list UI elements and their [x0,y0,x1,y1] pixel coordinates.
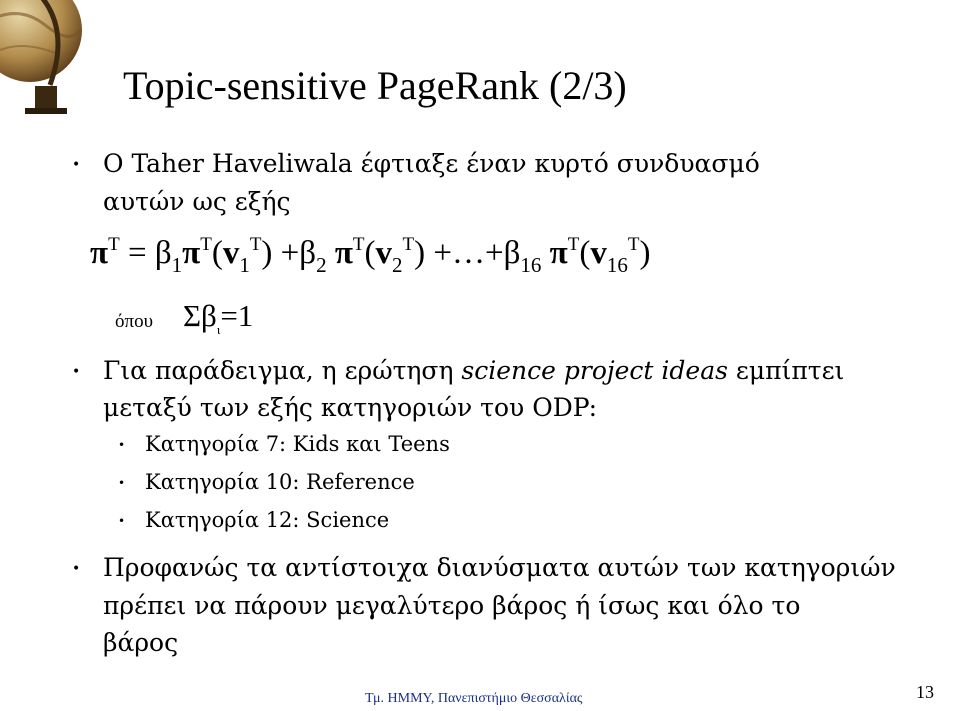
example-query: science project ideas [461,356,728,385]
bullet-1-line-2: αυτών ως εξής [103,187,291,216]
bullet-2-line-2: μεταξύ των εξής κατηγοριών του ODP: [103,393,598,422]
formula-paren: ( [211,235,223,271]
formula-paren: ) [261,235,273,271]
formula-sub: 16 [606,253,628,277]
bullet-1-line-1: Ο Taher Haveliwala έφτιαξε έναν κυρτό συνδυασμό [103,149,760,178]
formula-sub: 16 [520,253,542,277]
formula-pi: π [182,235,201,271]
sum-sigma-beta: Σβ [183,298,217,333]
sum-eq-one: =1 [220,298,254,333]
bullet-dot: • [72,364,81,380]
sub-bullet-item: Κατηγορία 10: Reference [145,470,415,494]
sub-bullet-dot: • [118,514,126,528]
bullet-3-line-2: πρέπει να πάρουν μεγαλύτερο βάρος ή ίσως και όλο το [103,591,801,620]
formula-sup: T [402,234,415,255]
sub-bullet-dot: • [118,476,126,490]
formula-pi: π [90,235,109,271]
sum-index: ι [216,322,221,337]
formula-v: v [590,235,607,271]
formula-paren: ) [639,235,651,271]
formula-v: v [375,235,393,271]
bullet-dot: • [72,157,81,173]
bullet-3-line-1: Προφανώς τα αντίστοιχα διανύσματα αυτών των κατηγοριών [103,553,896,582]
sub-bullet-item: Κατηγορία 12: Science [145,508,390,532]
where-label: όπου [115,311,153,332]
formula-sup: T [567,234,580,255]
formula-paren: ) [414,235,426,271]
formula-pi: π [334,235,353,271]
formula-sup: T [627,234,640,255]
formula-paren: ( [364,235,376,271]
formula-v: v [222,235,240,271]
formula-sub: 2 [316,253,327,277]
page-number: 13 [916,682,934,702]
formula-sub: 2 [392,253,403,277]
formula-eq: = β [119,235,172,271]
globe-icon [0,0,100,120]
sub-bullet-item: Κατηγορία 7: Kids και Teens [145,432,450,456]
slide-title: Topic-sensitive PageRank (2/3) [123,63,627,108]
formula-paren: ( [579,235,591,271]
formula-sub: 1 [171,253,183,277]
formula-sup: T [108,234,120,255]
bullet-2-prefix: Για παράδειγμα, η ερώτηση [103,356,462,385]
bullet-dot: • [72,561,81,577]
formula [90,234,650,278]
bullet-3-line-3: βάρος [103,628,179,657]
sum-constraint [183,298,253,338]
formula-sup: T [352,234,365,255]
bullet-2-suffix: εμπίπτει [727,356,845,385]
formula-sup: T [249,234,262,255]
formula-sup: T [200,234,212,255]
formula-pi: π [549,235,568,271]
sub-bullet-dot: • [118,438,126,452]
formula-sub: 1 [239,253,250,277]
formula-ellipsis-beta: +…+β [425,235,521,271]
footer: Τμ. ΗΜΜΥ, Πανεπιστήμιο Θεσσαλίας [365,691,583,706]
formula-plus-beta: +β [272,235,317,271]
bullet-2-line-1 [103,356,844,385]
